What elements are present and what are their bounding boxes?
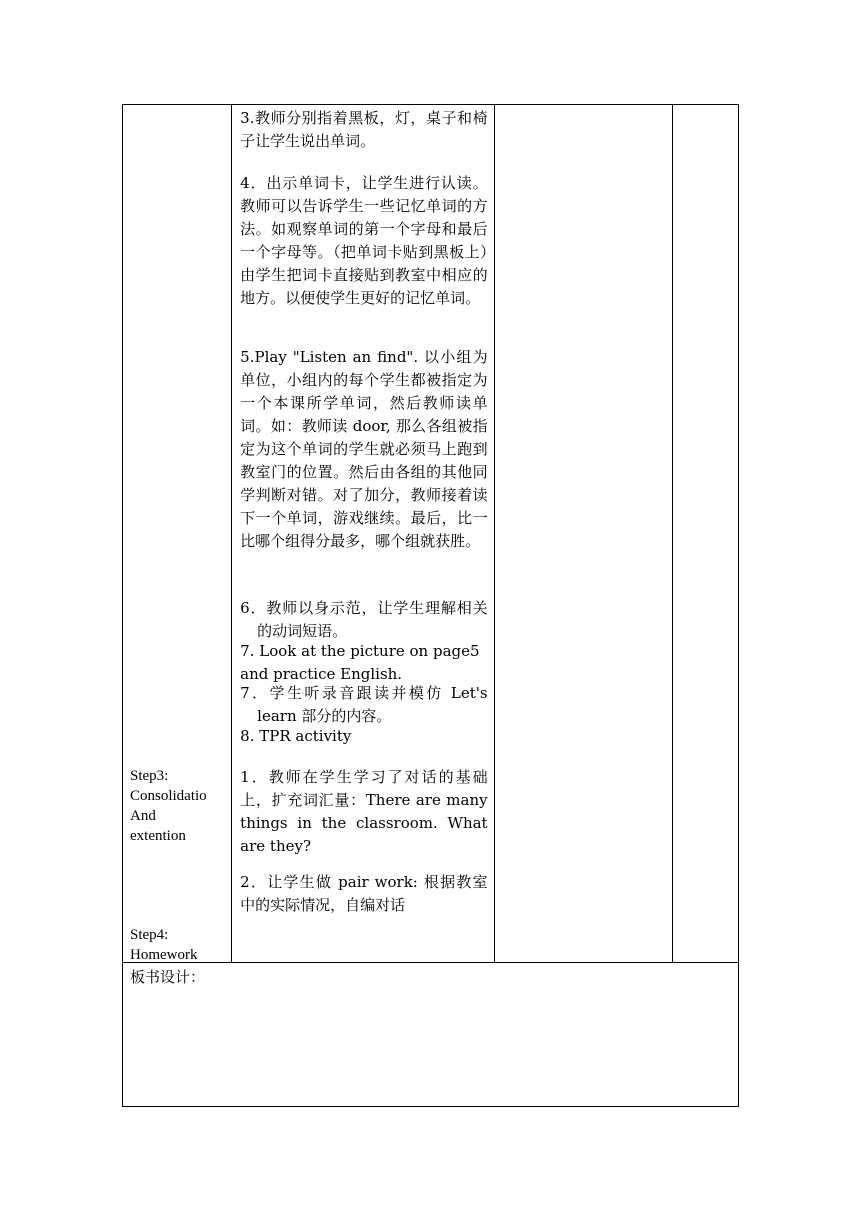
step3-line-2: Consolidatio — [130, 788, 207, 804]
board-design-label: 板书设计： — [130, 968, 206, 986]
activity-7-english: 7. Look at the picture on page5 and practice English. — [240, 642, 480, 683]
activity-5: 5.Play "Listen an find". 以小组为单位，小组内的每个学生都被指定为一个本课所学单词，然后教师读单词。如：教师读 door, 那么各组被指定为这个单词的学生就必须马上跑到教室门的位置。然后由各组的其他同学判断对错。对了加分，教师接着读下一个单词，游戏继续。最后，比一比哪个组得分最多，哪个组就获胜。 — [240, 348, 488, 550]
lesson-plan-table — [122, 104, 739, 1107]
lesson-steps-row — [123, 105, 739, 963]
activity-6: 6．教师以身示范，让学生理解相关的动词短语。 — [240, 599, 488, 640]
consolidation-activity-2: 2．让学生做 pair work: 根据教室中的实际情况，自编对话 — [240, 873, 488, 914]
consolidation-activity-1: 1．教师在学生学习了对话的基础上，扩充词汇量：There are many things in the classroom. What are they? — [240, 768, 488, 855]
step4-line-1: Step4: — [130, 927, 169, 943]
step-column-cell — [123, 105, 232, 963]
step4-line-2: Homework — [130, 947, 198, 963]
activity-8: 8. TPR activity — [240, 727, 352, 745]
board-design-row — [123, 963, 739, 1107]
activity-4: 4．出示单词卡，让学生进行认读。教师可以告诉学生一些记忆单词的方法。如观察单词的第一个字母和最后一个字母等。（把单词卡贴到黑板上）由学生把词卡直接贴到教室中相应的地方。以便使学生更好的记忆单词。 — [240, 174, 488, 307]
board-design-cell — [123, 963, 739, 1107]
empty-column-cell-3 — [494, 105, 672, 963]
activity-7-listen: 7．学生听录音跟读并模仿 Let's learn 部分的内容。 — [240, 684, 488, 725]
activity-column-cell — [232, 105, 494, 963]
step3-label — [130, 766, 229, 846]
step3-line-4: extention — [130, 828, 186, 844]
step4-label — [130, 925, 229, 965]
empty-column-cell-4 — [672, 105, 738, 963]
step3-line-1: Step3: — [130, 768, 169, 784]
step3-line-3: And — [130, 808, 156, 824]
activity-3: 3.教师分别指着黑板，灯，桌子和椅子让学生说出单词。 — [240, 109, 488, 150]
